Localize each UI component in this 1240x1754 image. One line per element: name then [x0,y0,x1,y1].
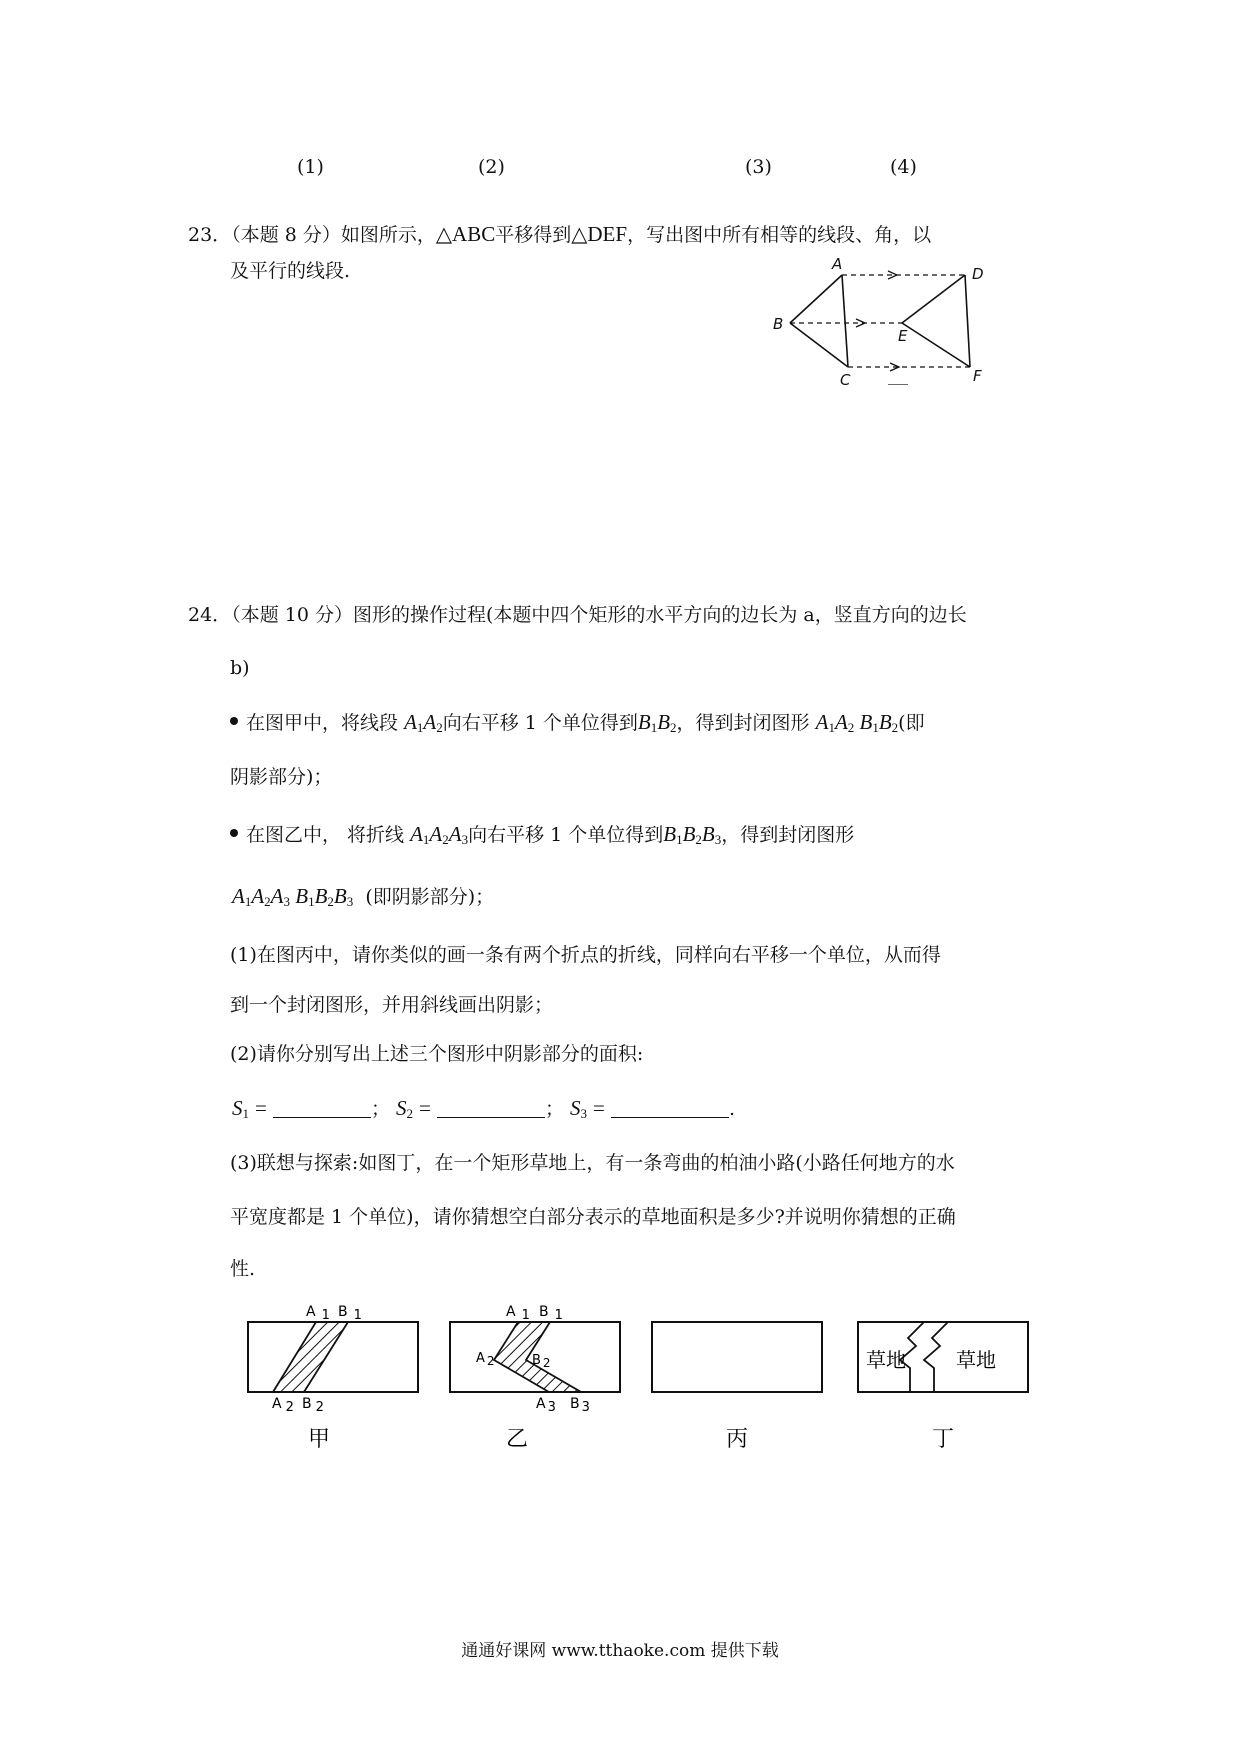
fig-label-3: (3) [745,156,772,178]
b1-post: ，得到封闭图形 [676,712,810,734]
area-s2-blank[interactable] [437,1099,545,1118]
caption-jia: 甲 [308,1427,331,1452]
label-a1-jia: A 1 [306,1304,330,1323]
bullet-dot [230,829,238,837]
fig-label-1: (1) [297,156,324,178]
b2-post: ，得到封闭图形 [721,824,855,846]
segment-df [965,275,970,367]
fig-label-4: (4) [890,156,917,178]
bullet-1-line-2: 阴影部分)； [230,766,333,788]
segment-de [902,275,965,323]
part-3-line-3: 性. [230,1258,256,1280]
caption-ding: 丁 [932,1427,955,1452]
area-s1-blank[interactable] [273,1099,371,1118]
b1-mid: 向右平移 1 个单位得到 [442,712,638,734]
point-label-f: F [973,367,982,385]
label-b2-yi: B 2 [532,1353,551,1370]
label-a3-yi: A 3 [536,1396,556,1415]
question-number: 24． [188,604,232,626]
question-24-line-2: b) [230,657,250,679]
point-label-c: C [840,371,851,385]
bullet-1-line-1: 在图甲中，将线段 $A_1A_2$向右平移 1 个单位得到$B_1B_2$，得到封闭图形 $A_1A_2$ $B_1B_2$(即 [230,712,925,733]
q23-text-c: ，写出图中所有相等的线段、角，以 [627,224,932,246]
bullet-dot [230,717,238,725]
part-3-line-1: (3)联想与探索:如图丁，在一个矩形草地上，有一条弯曲的柏油小路(小路任何地方的水 [230,1152,955,1174]
q23-text-a: 如图所示， [340,224,436,246]
triangle-abc: △ABC [435,222,496,246]
question-24-line-1 [188,606,967,625]
b2-pre: 在图乙中， 将折线 [246,824,405,846]
figure-ding [858,1322,1028,1452]
point-label-b: B [773,315,784,333]
q23-text-b: 平移得到 [495,224,572,246]
triangle-def: △DEF [571,222,628,246]
question-score: （本题 8 分） [231,224,341,246]
translation-diagram [760,255,1000,385]
figure-bing [652,1322,822,1452]
bullet-2-line-1: 在图乙中， 将折线 $A_1A_2A_3$向右平移 1 个单位得到$B_1B_2B_3$，得到封闭图形 [230,824,854,845]
label-a2-jia: A 2 [272,1396,294,1415]
part-1-line-1: (1)在图丙中，请你类似的画一条有两个折点的折线，同样向右平移一个单位，从而得 [230,944,941,966]
question-23-line-2: 及平行的线段. [230,260,351,282]
caption-bing: 丙 [726,1427,749,1452]
part-2-line-1: (2)请你分别写出上述三个图形中阴影部分的面积: [230,1043,644,1065]
bullet-2-line-2: $A_1A_2A_3$ $B_1B_2B_3$ (即阴影部分)； [232,884,495,909]
segment-bc [790,323,848,367]
end-dot: . [728,1098,735,1120]
sep-1: ； [370,1098,390,1120]
q24-figures [236,1300,1096,1460]
area-answer-line: $S_1$ = ； $S_2$ = ； $S_3$ = . [232,1096,735,1121]
b1-end: (即 [898,712,925,734]
question-score: （本题 10 分） [231,604,353,626]
fig-label-2: (2) [478,156,505,178]
label-a1-yi: A 1 [506,1304,530,1323]
caption-yi: 乙 [506,1427,529,1452]
part-1-line-2: 到一个封闭图形，并用斜线画出阴影； [230,994,554,1016]
grass-label-right: 草地 [956,1348,996,1372]
segment-ef [902,323,970,367]
footer-credit: 通通好课网 www.tthaoke.com 提供下载 [461,1641,779,1661]
b2-mid: 向右平移 1 个单位得到 [468,824,664,846]
b2-line2-end: (即阴影部分)； [365,886,495,908]
label-b1-yi: B 1 [539,1304,563,1323]
q24-text: 图形的操作过程(本题中四个矩形的水平方向的边长为 a，竖直方向的边长 [352,604,967,626]
figure-yi [450,1304,620,1452]
point-label-a: A [832,255,843,273]
question-23-line-1 [188,224,931,245]
area-s3-blank[interactable] [611,1099,729,1118]
point-label-e: E [898,327,908,345]
part-3-line-2: 平宽度都是 1 个单位)，请你猜想空白部分表示的草地面积是多少?并说明你猜想的正确 [230,1206,956,1228]
path-right-edge [924,1322,948,1392]
label-b2-jia: B 2 [302,1396,324,1415]
question-number: 23． [188,224,232,246]
label-b1-jia: B 1 [338,1304,362,1323]
grass-label-left: 草地 [866,1348,906,1372]
label-b3-yi: B 3 [570,1396,590,1415]
sep-2: ； [544,1098,564,1120]
segment-ac [842,275,848,367]
segment-ab [790,275,842,323]
figure-jia [248,1304,418,1452]
point-label-d: D [972,265,984,283]
label-a2-yi: A 2 [476,1351,495,1368]
b1-pre: 在图甲中，将线段 [246,712,399,734]
